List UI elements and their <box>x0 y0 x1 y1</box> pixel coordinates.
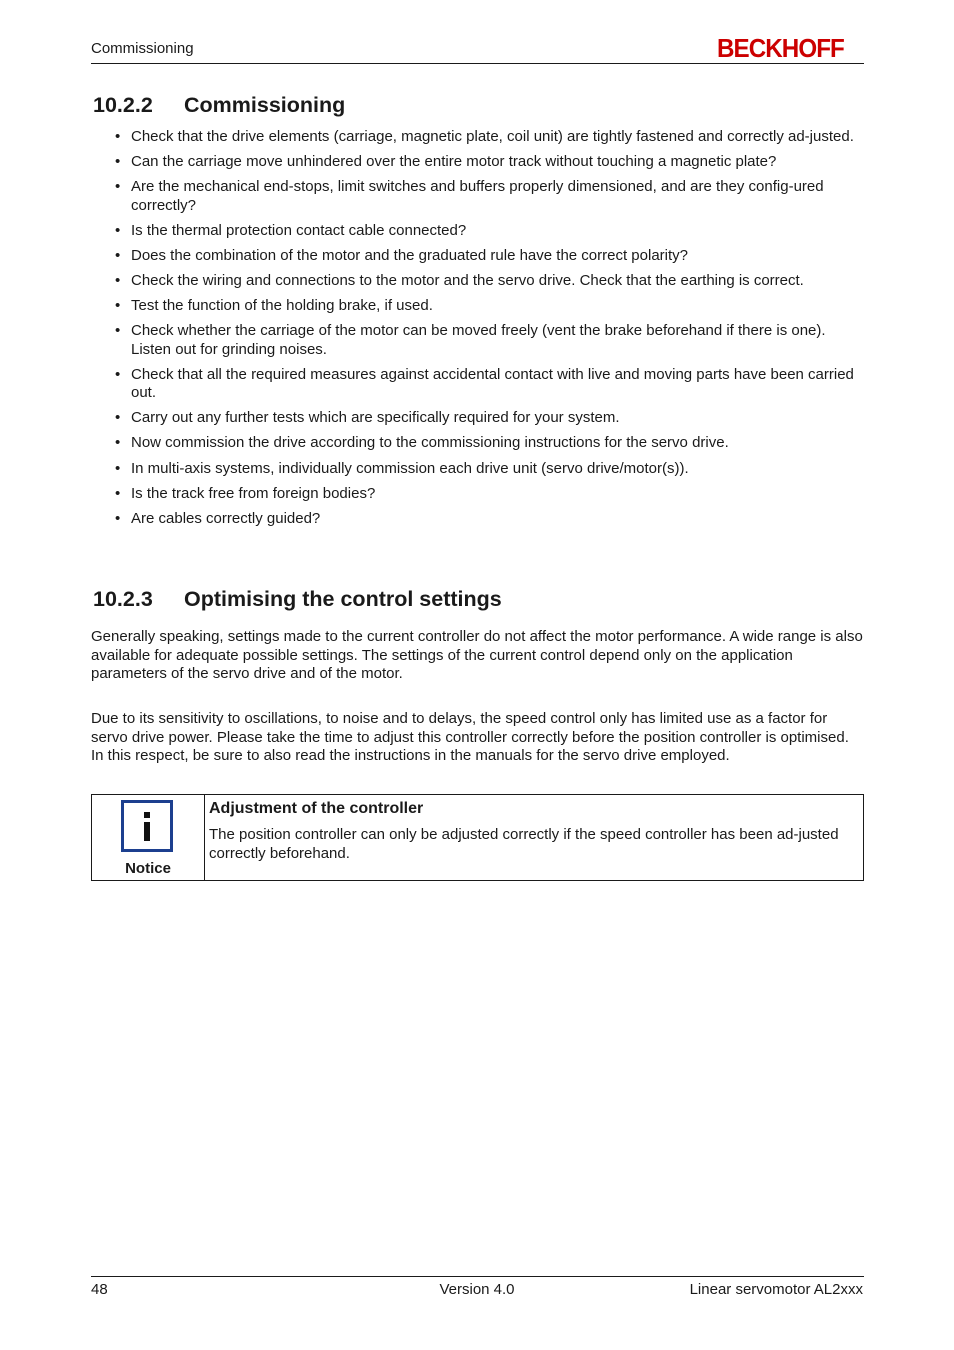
section-title: Optimising the control settings <box>184 587 502 611</box>
notice-body: The position controller can only be adjusted correctly if the speed controller has been ad-justed correctly beforehand. <box>209 826 839 862</box>
section-title: Commissioning <box>184 93 346 117</box>
list-item: • Now commission the drive according to the commissioning instructions for the servo drive. <box>115 434 729 452</box>
beckhoff-logo: BECKHOFF <box>717 33 844 63</box>
section-heading-commissioning <box>93 93 345 118</box>
list-item: • Test the function of the holding brake, if used. <box>115 297 433 315</box>
checklist <box>91 128 864 535</box>
list-item: • Are cables correctly guided? <box>115 509 321 527</box>
product-name: Linear servomotor AL2xxx <box>689 1281 863 1298</box>
list-item: • Check the wiring and connections to the motor and the servo drive. Check that the earthing is correct. <box>115 271 804 289</box>
list-item: • Check that all the required measures against accidental contact with live and moving parts have been carried out. <box>115 365 854 402</box>
notice-icon-cell <box>92 795 205 880</box>
notice-label: Notice <box>125 860 171 877</box>
header-rule <box>91 63 864 64</box>
paragraph: Due to its sensitivity to oscillations, to noise and to delays, the speed control only has limited use as a factor for servo drive power. Please take the time to adjust this controller correctly before the position controller is optimised. In this respect, be sure to also read the instructions in the manuals for the servo drive employed. <box>91 710 849 764</box>
page-number: 48 <box>91 1281 108 1298</box>
list-item: • Is the thermal protection contact cable connected? <box>115 221 467 239</box>
page-header-section: Commissioning <box>91 40 194 57</box>
list-item: • Is the track free from foreign bodies? <box>115 484 376 502</box>
list-item: • In multi-axis systems, individually commission each drive unit (servo drive/motor(s)). <box>115 459 689 477</box>
section-number: 10.2.2 <box>93 93 153 117</box>
list-item: • Carry out any further tests which are specifically required for your system. <box>115 409 620 427</box>
list-item: • Does the combination of the motor and the graduated rule have the correct polarity? <box>115 246 688 264</box>
footer-rule <box>91 1276 864 1277</box>
notice-title: Adjustment of the controller <box>209 800 424 817</box>
list-item: • Check that the drive elements (carriage, magnetic plate, coil unit) are tightly fastened and correctly ad-justed. <box>115 128 854 145</box>
list-item: • Are the mechanical end-stops, limit switches and buffers properly dimensioned, and are they config-ured correctly? <box>115 178 824 214</box>
list-item: • Can the carriage move unhindered over the entire motor track without touching a magnetic plate? <box>115 153 777 171</box>
notice-box <box>91 794 864 881</box>
list-item: • Check whether the carriage of the motor can be moved freely (vent the brake beforehand if there is one). Listen out for grinding noises. <box>115 322 826 358</box>
info-icon <box>121 800 173 852</box>
section-number: 10.2.3 <box>93 587 153 611</box>
paragraph: Generally speaking, settings made to the current controller do not affect the motor performance. A wide range is also available for adequate possible settings. The settings of the current control depend only on the application parameters of the servo drive and of the motor. <box>91 628 863 682</box>
document-version: Version 4.0 <box>439 1281 515 1298</box>
section-heading-optimising <box>93 587 502 612</box>
